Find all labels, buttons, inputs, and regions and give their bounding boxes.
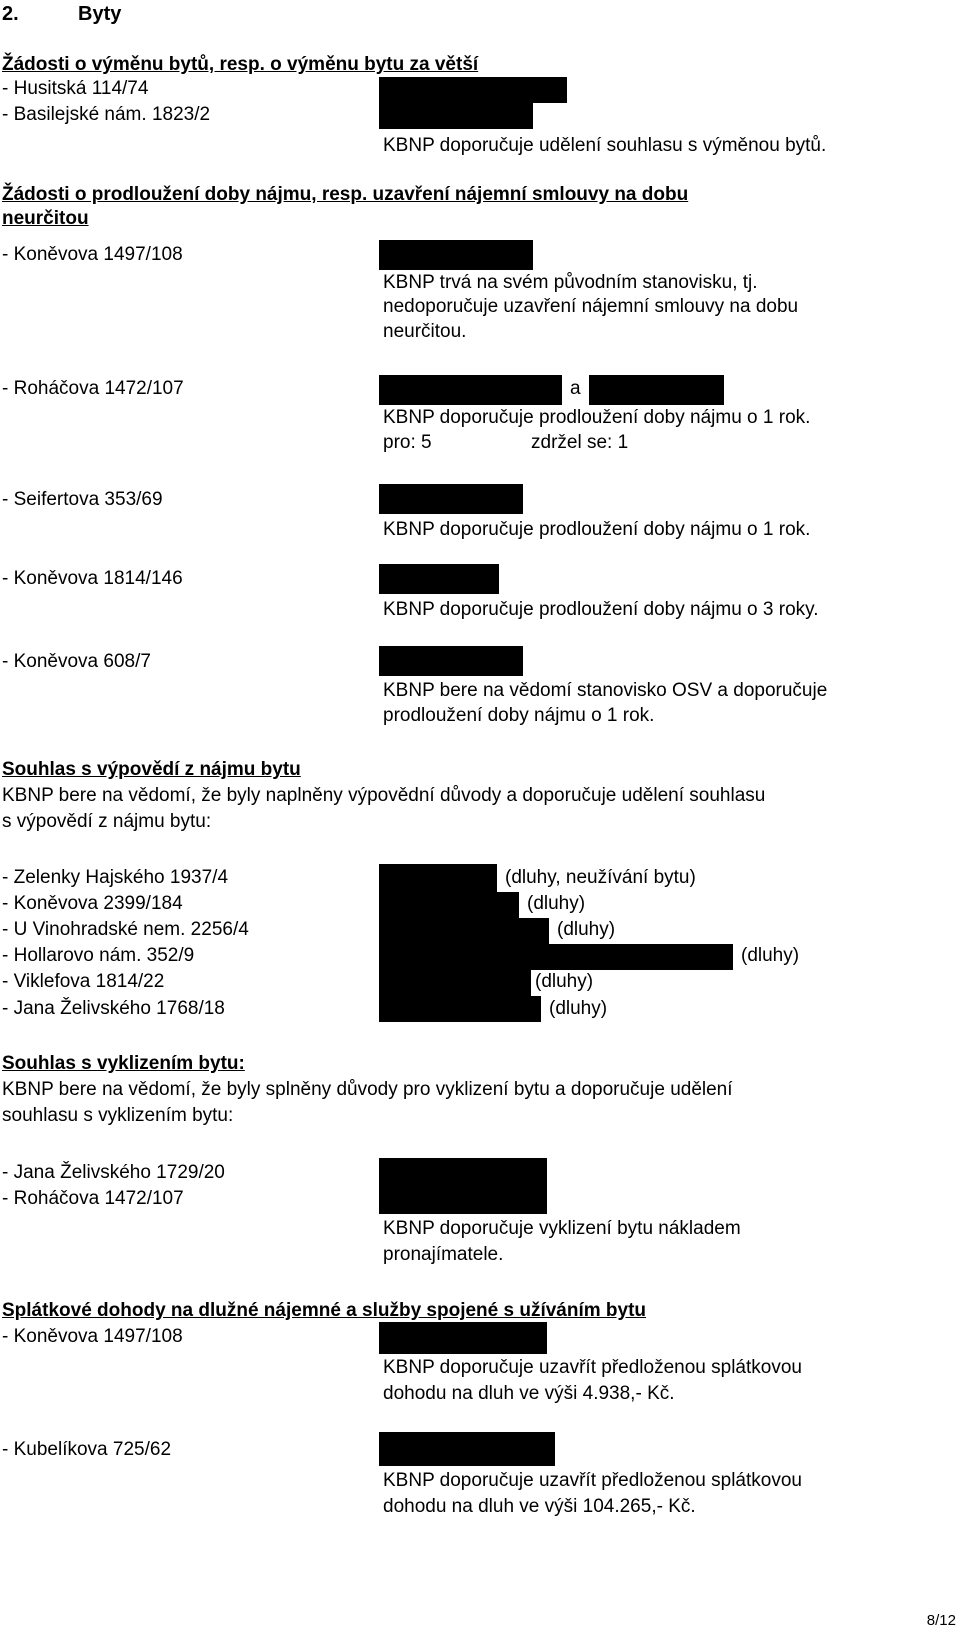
installment-decision-line: dohodu na dluh ve výši 104.265,- Kč.: [383, 1496, 696, 1517]
termination-address: - U Vinohradské nem. 2256/4: [2, 919, 249, 940]
redaction-bar: [379, 1158, 547, 1190]
extension-decision-line: neurčitou.: [383, 321, 467, 342]
vote-for: pro: 5: [383, 432, 432, 453]
extension-decision-line: KBNP bere na vědomí stanovisko OSV a doporučuje: [383, 680, 828, 701]
extension-address: - Roháčova 1472/107: [2, 378, 184, 399]
termination-reason: (dluhy): [527, 893, 586, 914]
installment-address: - Kubelíkova 725/62: [2, 1439, 172, 1460]
termination-address: - Zelenky Hajského 1937/4: [2, 867, 229, 888]
exchange-heading: Žádosti o výměnu bytů, resp. o výměnu bytu za větší: [2, 54, 479, 75]
termination-reason: (dluhy): [741, 945, 800, 966]
installment-decision-line: KBNP doporučuje uzavřít předloženou splátkovou: [383, 1357, 802, 1378]
installment-decision-line: KBNP doporučuje uzavřít předloženou splátkovou: [383, 1470, 802, 1491]
redaction-bar: [589, 375, 724, 405]
installments-heading: Splátkové dohody na dlužné nájemné a služby spojené s užíváním bytu: [2, 1300, 647, 1321]
exchange-decision: KBNP doporučuje udělení souhlasu s výměnou bytů.: [383, 135, 827, 156]
extension-decision-line: nedoporučuje uzavření nájemní smlouvy na dobu: [383, 296, 799, 317]
termination-address: - Koněvova 2399/184: [2, 893, 183, 914]
termination-reason: (dluhy): [557, 919, 616, 940]
extension-decision-line: KBNP doporučuje prodloužení doby nájmu o 1 rok.: [383, 519, 811, 540]
termination-address: - Viklefova 1814/22: [2, 971, 165, 992]
redaction-bar: [379, 864, 497, 892]
page-number: 8/12: [926, 1612, 956, 1629]
extension-connector: a: [570, 378, 581, 399]
eviction-intro-line1: KBNP bere na vědomí, že byly splněny důvody pro vyklizení bytu a doporučuje udělení: [2, 1079, 733, 1100]
exchange-address-2: - Basilejské nám. 1823/2: [2, 104, 211, 125]
termination-reason: (dluhy, neužívání bytu): [505, 867, 696, 888]
section-title: Byty: [78, 3, 122, 25]
extension-address: - Koněvova 1814/146: [2, 568, 183, 589]
redaction-bar: [379, 1322, 547, 1354]
redaction-bar: [379, 375, 562, 405]
extension-address: - Seifertova 353/69: [2, 489, 163, 510]
redaction-bar: [379, 103, 533, 129]
section-number: 2.: [2, 3, 19, 25]
extension-address: - Koněvova 1497/108: [2, 244, 183, 265]
redaction-bar: [379, 892, 519, 918]
extension-address: - Koněvova 608/7: [2, 651, 151, 672]
termination-address: - Jana Želivského 1768/18: [2, 998, 225, 1019]
termination-address: - Hollarovo nám. 352/9: [2, 945, 195, 966]
extension-heading-line1: Žádosti o prodloužení doby nájmu, resp. uzavření nájemní smlouvy na dobu: [2, 184, 689, 205]
termination-intro-line1: KBNP bere na vědomí, že byly naplněny výpovědní důvody a doporučuje udělení souhlasu: [2, 785, 766, 806]
eviction-heading: Souhlas s vyklizením bytu:: [2, 1053, 245, 1074]
exchange-address-1: - Husitská 114/74: [2, 78, 149, 99]
redaction-bar: [379, 564, 499, 594]
installment-decision-line: dohodu na dluh ve výši 4.938,- Kč.: [383, 1383, 675, 1404]
extension-heading-line2: neurčitou: [2, 208, 89, 229]
redaction-bar: [379, 646, 523, 676]
redaction-bar: [379, 1190, 547, 1214]
eviction-address: - Jana Želivského 1729/20: [2, 1162, 225, 1183]
extension-decision-line: KBNP trvá na svém původním stanovisku, tj.: [383, 272, 758, 293]
redaction-bar: [379, 484, 523, 514]
redaction-bar: [379, 77, 567, 103]
redaction-bar: [379, 1432, 555, 1466]
termination-reason: (dluhy): [535, 971, 594, 992]
redaction-bar: [379, 944, 733, 970]
redaction-bar: [379, 918, 549, 944]
redaction-bar: [379, 240, 533, 270]
extension-decision-line: prodloužení doby nájmu o 1 rok.: [383, 705, 655, 726]
termination-reason: (dluhy): [549, 998, 608, 1019]
eviction-address: - Roháčova 1472/107: [2, 1188, 184, 1209]
vote-abstain: zdržel se: 1: [531, 432, 629, 453]
termination-intro-line2: s výpovědí z nájmu bytu:: [2, 811, 212, 832]
extension-decision-line: KBNP doporučuje prodloužení doby nájmu o 1 rok.: [383, 407, 811, 428]
redaction-bar: [379, 970, 531, 996]
extension-decision-line: KBNP doporučuje prodloužení doby nájmu o 3 roky.: [383, 599, 819, 620]
eviction-intro-line2: souhlasu s vyklizením bytu:: [2, 1105, 234, 1126]
installment-address: - Koněvova 1497/108: [2, 1326, 183, 1347]
eviction-decision-line: pronajímatele.: [383, 1244, 504, 1265]
eviction-decision-line: KBNP doporučuje vyklizení bytu nákladem: [383, 1218, 741, 1239]
termination-heading: Souhlas s výpovědí z nájmu bytu: [2, 759, 301, 780]
redaction-bar: [379, 996, 541, 1022]
